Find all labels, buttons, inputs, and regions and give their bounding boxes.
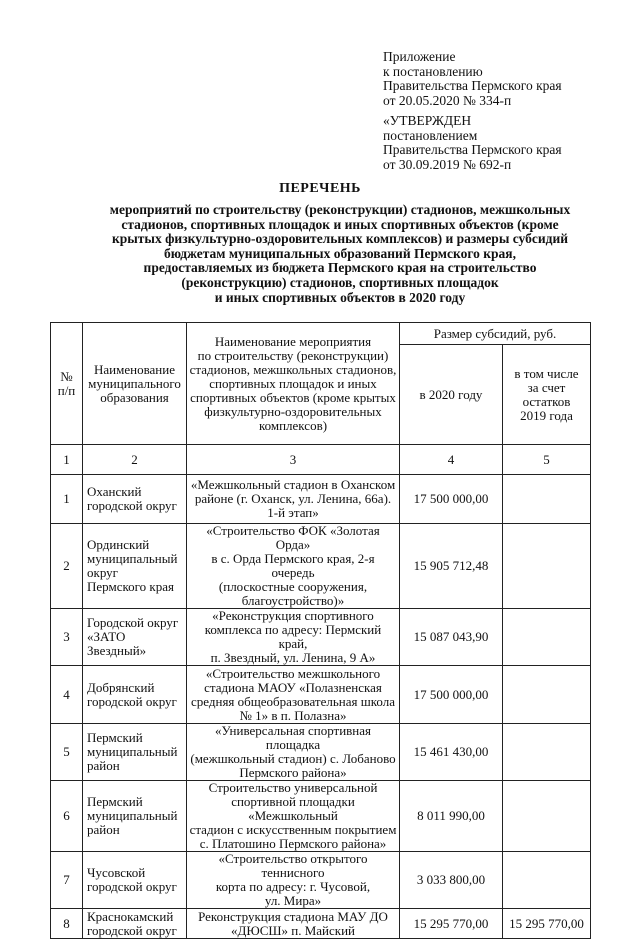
event-cell: «Межшкольный стадион в Оханском районе (г. Оханск, ул. Ленина, 66а). 1-й этап»: [187, 475, 400, 524]
row-number: 6: [51, 781, 83, 852]
header-municipality: Наименование муниципального образования: [83, 323, 187, 445]
remainder-cell: [503, 781, 591, 852]
column-number: 3: [187, 445, 400, 475]
row-number: 4: [51, 666, 83, 724]
amount-2020-cell: 17 500 000,00: [400, 666, 503, 724]
subtitle-line: бюджетам муниципальных образований Пермского края,: [164, 245, 516, 261]
event-cell: Реконструкция стадиона МАУ ДО «ДЮСШ» п. Майский: [187, 909, 400, 939]
header-2020: в 2020 году: [400, 345, 503, 445]
header-event: Наименование мероприятия по строительству (реконструкции) стадионов, межшкольных стадионов, спортивных площадок и иных спортивных объектов (кроме крытых физкультурно-оздоровительных комплексов): [187, 323, 400, 445]
approved-line: «УТВЕРЖДЕН: [383, 113, 472, 128]
column-number: 2: [83, 445, 187, 475]
remainder-cell: [503, 666, 591, 724]
table-row: [51, 781, 591, 852]
appendix-block: [383, 50, 562, 108]
amount-2020-cell: 15 295 770,00: [400, 909, 503, 939]
subsidy-table: [50, 322, 591, 939]
approved-block: [383, 114, 562, 172]
event-cell: «Строительство открытого теннисного корта по адресу: г. Чусовой, ул. Мира»: [187, 852, 400, 909]
table-row: [51, 666, 591, 724]
appendix-line: к постановлению: [383, 63, 483, 79]
municipality-cell: Пермский муниципальный район: [83, 724, 187, 781]
row-number: 2: [51, 524, 83, 609]
document-title: ПЕРЕЧЕНЬ: [279, 181, 361, 196]
remainder-cell: [503, 609, 591, 666]
approved-line: постановлением: [383, 127, 478, 143]
row-number: 8: [51, 909, 83, 939]
subtitle-line: (реконструкцию) стадионов, спортивных площадок: [181, 274, 499, 290]
document-subtitle: [70, 203, 610, 305]
table-row: [51, 909, 591, 939]
appendix-line: от 20.05.2020 № 334-п: [383, 92, 512, 108]
amount-2020-cell: 8 011 990,00: [400, 781, 503, 852]
column-number-row: [51, 445, 591, 475]
row-number: 3: [51, 609, 83, 666]
appendix-line: Приложение: [383, 49, 456, 64]
amount-2020-cell: 15 461 430,00: [400, 724, 503, 781]
subtitle-line: крытых физкультурно-оздоровительных комплексов) и размеры субсидий: [111, 231, 569, 247]
subtitle-line: предоставляемых из бюджета Пермского края на строительство: [143, 260, 537, 276]
event-cell: «Универсальная спортивная площадка (межшкольный стадион) с. Лобаново Пермского района»: [187, 724, 400, 781]
approved-line: от 30.09.2019 № 692-п: [383, 156, 512, 172]
amount-2020-cell: 15 087 043,90: [400, 609, 503, 666]
municipality-cell: Добрянский городской округ: [83, 666, 187, 724]
amount-2020-cell: 15 905 712,48: [400, 524, 503, 609]
row-number: 7: [51, 852, 83, 909]
subtitle-line: мероприятий по строительству (реконструкции) стадионов, межшкольных: [109, 202, 571, 217]
remainder-cell: [503, 524, 591, 609]
subtitle-line: и иных спортивных объектов в 2020 году: [214, 289, 466, 305]
header-subsidy: Размер субсидий, руб.: [400, 323, 591, 345]
table-row: [51, 609, 591, 666]
remainder-cell: [503, 475, 591, 524]
column-number: 1: [51, 445, 83, 475]
event-cell: «Строительство ФОК «Золотая Орда» в с. Орда Пермского края, 2-я очередь (плоскостные сооружения, благоустройство)»: [187, 524, 400, 609]
table-row: [51, 475, 591, 524]
header-num: № п/п: [51, 323, 83, 445]
event-cell: Строительство универсальной спортивной площадки «Межшкольный стадион с искусственным покрытием с. Платошино Пермского района»: [187, 781, 400, 852]
municipality-cell: Городской округ «ЗАТО Звездный»: [83, 609, 187, 666]
header-remainder: в том числе за счет остатков 2019 года: [503, 345, 591, 445]
amount-2020-cell: 17 500 000,00: [400, 475, 503, 524]
column-number: 5: [503, 445, 591, 475]
remainder-cell: [503, 724, 591, 781]
table-row: [51, 852, 591, 909]
remainder-cell: [503, 852, 591, 909]
event-cell: «Строительство межшкольного стадиона МАОУ «Полазненская средняя общеобразовательная школа № 1» в п. Полазна»: [187, 666, 400, 724]
municipality-cell: Оханский городской округ: [83, 475, 187, 524]
municipality-cell: Пермский муниципальный район: [83, 781, 187, 852]
appendix-line: Правительства Пермского края: [383, 78, 562, 94]
remainder-cell: 15 295 770,00: [503, 909, 591, 939]
subtitle-line: стадионов, спортивных площадок и иных спортивных объектов (кроме: [121, 216, 559, 232]
amount-2020-cell: 3 033 800,00: [400, 852, 503, 909]
municipality-cell: Чусовской городской округ: [83, 852, 187, 909]
municipality-cell: Краснокамский городской округ: [83, 909, 187, 939]
row-number: 1: [51, 475, 83, 524]
approved-line: Правительства Пермского края: [383, 142, 562, 158]
row-number: 5: [51, 724, 83, 781]
table-row: [51, 724, 591, 781]
table-row: [51, 524, 591, 609]
municipality-cell: Ординский муниципальный округ Пермского края: [83, 524, 187, 609]
event-cell: «Реконструкция спортивного комплекса по адресу: Пермский край, п. Звездный, ул. Ленина, 9 А»: [187, 609, 400, 666]
column-number: 4: [400, 445, 503, 475]
